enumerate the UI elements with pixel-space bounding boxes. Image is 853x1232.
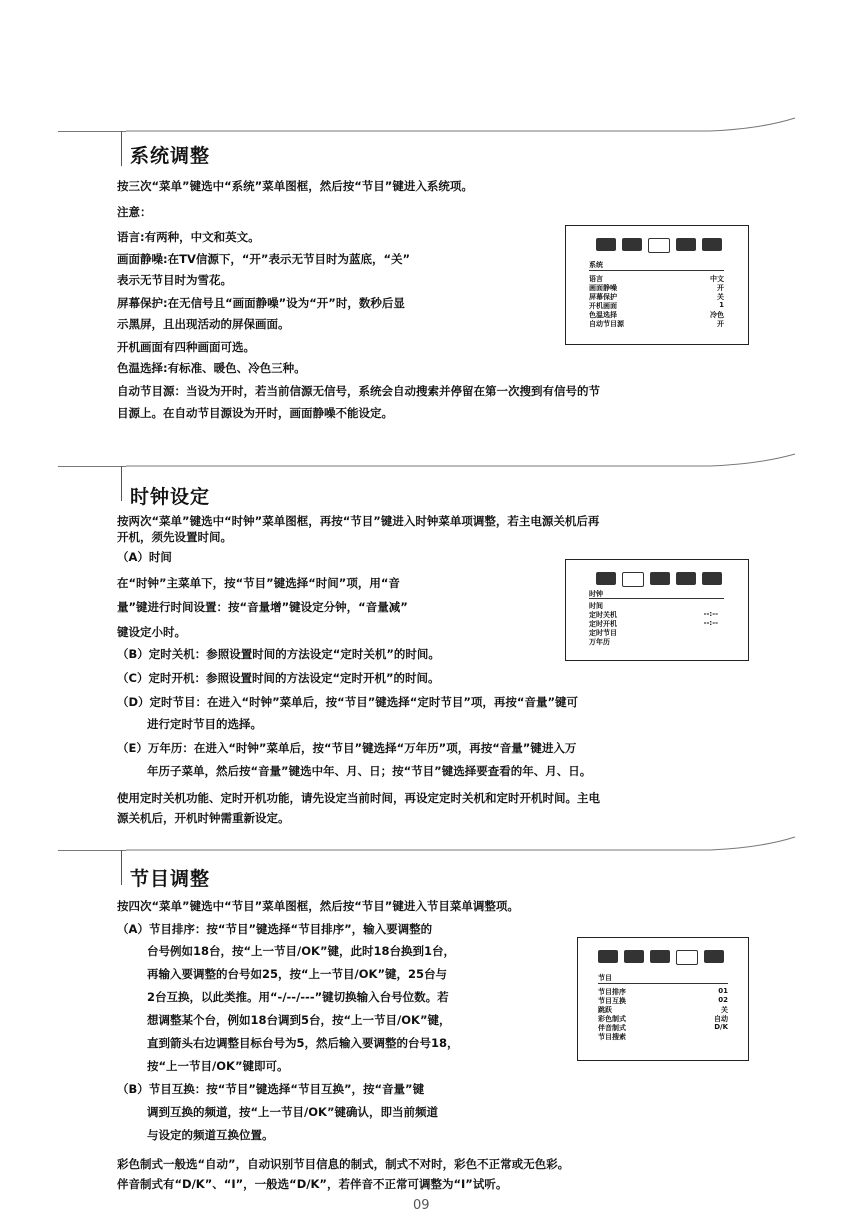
menu-value: D/K [714,1023,728,1031]
body-line: （B）节目互换：按“节目”键选择“节目互换”，按“音量”键 [117,1082,425,1096]
body-line: 量”键进行时间设置：按“音量增”键设定分钟，“音量减” [117,600,408,614]
body-line: 直到箭头右边调整目标台号为5，然后输入要调整的台号18， [147,1036,459,1050]
picture-icon [596,238,616,251]
channel-icon [704,950,724,963]
menu-row: 节目搜索 [598,1033,626,1041]
menu-value: --:-- [703,610,718,618]
screen-header: 时钟 [589,590,603,598]
menu-row: 万年历 [589,638,610,646]
menu-icon-bar [598,950,738,966]
system-icon [648,238,670,253]
menu-row: 定时节目 [589,629,617,637]
menu-icon-bar [596,238,736,254]
menu-value: 开 [717,284,724,292]
system-menu-screenshot [565,225,749,345]
body-line: 台号例如18台，按“上一节目/OK”键，此时18台换到1台， [147,944,456,958]
sub-heading: （A）时间 [117,550,172,564]
screen-divider [589,598,724,599]
body-line: 在“时钟”主菜单下，按“节目”键选择“时间”项，用“音 [117,576,400,590]
body-line: （A）节目排序：按“节目”键选择“节目排序”，输入要调整的 [117,922,433,936]
menu-row: 时间 [589,602,603,610]
menu-value: 中文 [710,275,724,283]
body-line: 想调整某个台，例如18台调到5台，按“上一节目/OK”键， [147,1013,451,1027]
section-title: 时钟设定 [130,486,211,508]
clock-menu-screenshot [565,559,749,661]
body-line: 与设定的频道互换位置。 [147,1128,274,1142]
body-line: 年历子菜单，然后按“音量”键选中年、月、日；按“节目”键选择要查看的年、月、日。 [147,764,592,778]
sound-icon [676,950,698,965]
sound-icon [676,572,696,585]
body-line: 进行定时节目的选择。 [147,717,262,731]
body-line: 屏幕保护:在无信号且“画面静噪”设为“开”时，数秒后显 [117,296,405,310]
screen-divider [598,983,728,984]
clock-icon [624,950,644,963]
body-line: 示黑屏，且出现活动的屏保画面。 [117,317,290,331]
body-line: 表示无节目时为雪花。 [117,273,232,287]
menu-row: 节目排序 [598,988,626,996]
body-line: 语言:有两种，中文和英文。 [117,230,260,244]
body-line: （B）定时关机：参照设置时间的方法设定“定时关机”的时间。 [117,647,440,661]
body-line: 使用定时关机功能、定时开机功能，请先设定当前时间，再设定定时关机和定时开机时间。主电 [117,791,600,805]
menu-row: 伴音制式 [598,1024,626,1032]
section-intro: 按四次“菜单”键选中“节目”菜单图框，然后按“节目”键进入节目菜单调整项。 [117,899,519,913]
section-intro: 开机，须先设置时间。 [117,530,232,544]
sound-icon [676,238,696,251]
menu-row: 节目互换 [598,997,626,1005]
body-line: 色温选择:有标准、暖色、冷色三种。 [117,361,306,375]
section-rule-curve [0,834,853,864]
section-rule-curve [0,450,853,480]
menu-row: 语言 [589,275,603,283]
menu-value: 开 [717,320,724,328]
channel-icon [702,238,722,251]
body-line: 伴音制式有“D/K”、“I”，一般选“D/K”，若伴音不正常可调整为“I”试听。 [117,1177,508,1191]
body-line: 源关机后，开机时钟需重新设定。 [117,811,290,825]
menu-value: 关 [717,293,724,301]
section-title: 系统调整 [130,145,211,167]
channel-icon [702,572,722,585]
body-line: （D）定时节目：在进入“时钟”菜单后，按“节目”键选择“定时节目”项，再按“音量”键可 [117,695,579,709]
menu-value: --:-- [703,619,718,627]
menu-row: 画面静噪 [589,284,617,292]
picture-icon [596,572,616,585]
menu-value: 冷色 [710,311,724,319]
body-line: 目源上。在自动节目源设为开时，画面静噪不能设定。 [117,406,393,420]
body-line: 键设定小时。 [117,625,186,639]
clock-icon [622,238,642,251]
menu-icon-bar [596,572,736,588]
body-line: （E）万年历：在进入“时钟”菜单后，按“节目”键选择“万年历”项，再按“音量”键进入万 [117,741,577,755]
body-line: 调到互换的频道，按“上一节目/OK”键确认，即当前频道 [147,1105,439,1119]
body-line: 画面静噪:在TV信源下，“开”表示无节目时为蓝底，“关” [117,252,411,266]
section-intro: 按三次“菜单”键选中“系统”菜单图框，然后按“节目”键进入系统项。 [117,179,473,193]
body-line: 按“上一节目/OK”键即可。 [147,1059,289,1073]
menu-value: 1 [719,301,724,309]
body-line: 2台互换，以此类推。用“-/--/---”键切换输入台号位数。若 [147,990,449,1004]
menu-row: 自动节目源 [589,320,624,328]
menu-row: 屏幕保护 [589,293,617,301]
section-rule-curve [0,115,853,145]
menu-row: 跳跃 [598,1006,612,1014]
menu-value: 02 [718,996,728,1004]
menu-value: 关 [721,1006,728,1014]
picture-icon [598,950,618,963]
channel-menu-screenshot [577,937,749,1061]
title-bar [121,850,122,885]
body-line: 彩色制式一般选“自动”，自动识别节目信息的制式，制式不对时，彩色不正常或无色彩。 [117,1157,570,1171]
body-line: 开机画面有四种画面可选。 [117,340,255,354]
body-line: （C）定时开机：参照设置时间的方法设定“定时开机”的时间。 [117,671,440,685]
screen-header: 节目 [598,974,612,982]
page-number: 09 [413,1198,430,1213]
system-icon [650,572,670,585]
note-label: 注意： [117,205,152,219]
clock-icon [622,572,644,587]
section-title: 节目调整 [130,868,211,890]
menu-row: 彩色制式 [598,1015,626,1023]
system-icon [650,950,670,963]
menu-row: 开机画面 [589,302,617,310]
menu-value: 自动 [714,1015,728,1023]
title-bar [121,466,122,501]
screen-divider [589,270,724,271]
title-bar [121,131,122,166]
screen-header: 系统 [589,261,603,269]
body-line: 自动节目源：当设为开时，若当前信源无信号，系统会自动搜索并停留在第一次搜到有信号的节 [117,384,600,398]
section-intro: 按两次“菜单”键选中“时钟”菜单图框，再按“节目”键进入时钟菜单项调整，若主电源关机后再 [117,514,600,528]
menu-row: 定时开机 [589,620,617,628]
menu-row: 定时关机 [589,611,617,619]
body-line: 再输入要调整的台号如25，按“上一节目/OK”键，25台与 [147,967,448,981]
menu-value: 01 [718,987,728,995]
menu-row: 色温选择 [589,311,617,319]
